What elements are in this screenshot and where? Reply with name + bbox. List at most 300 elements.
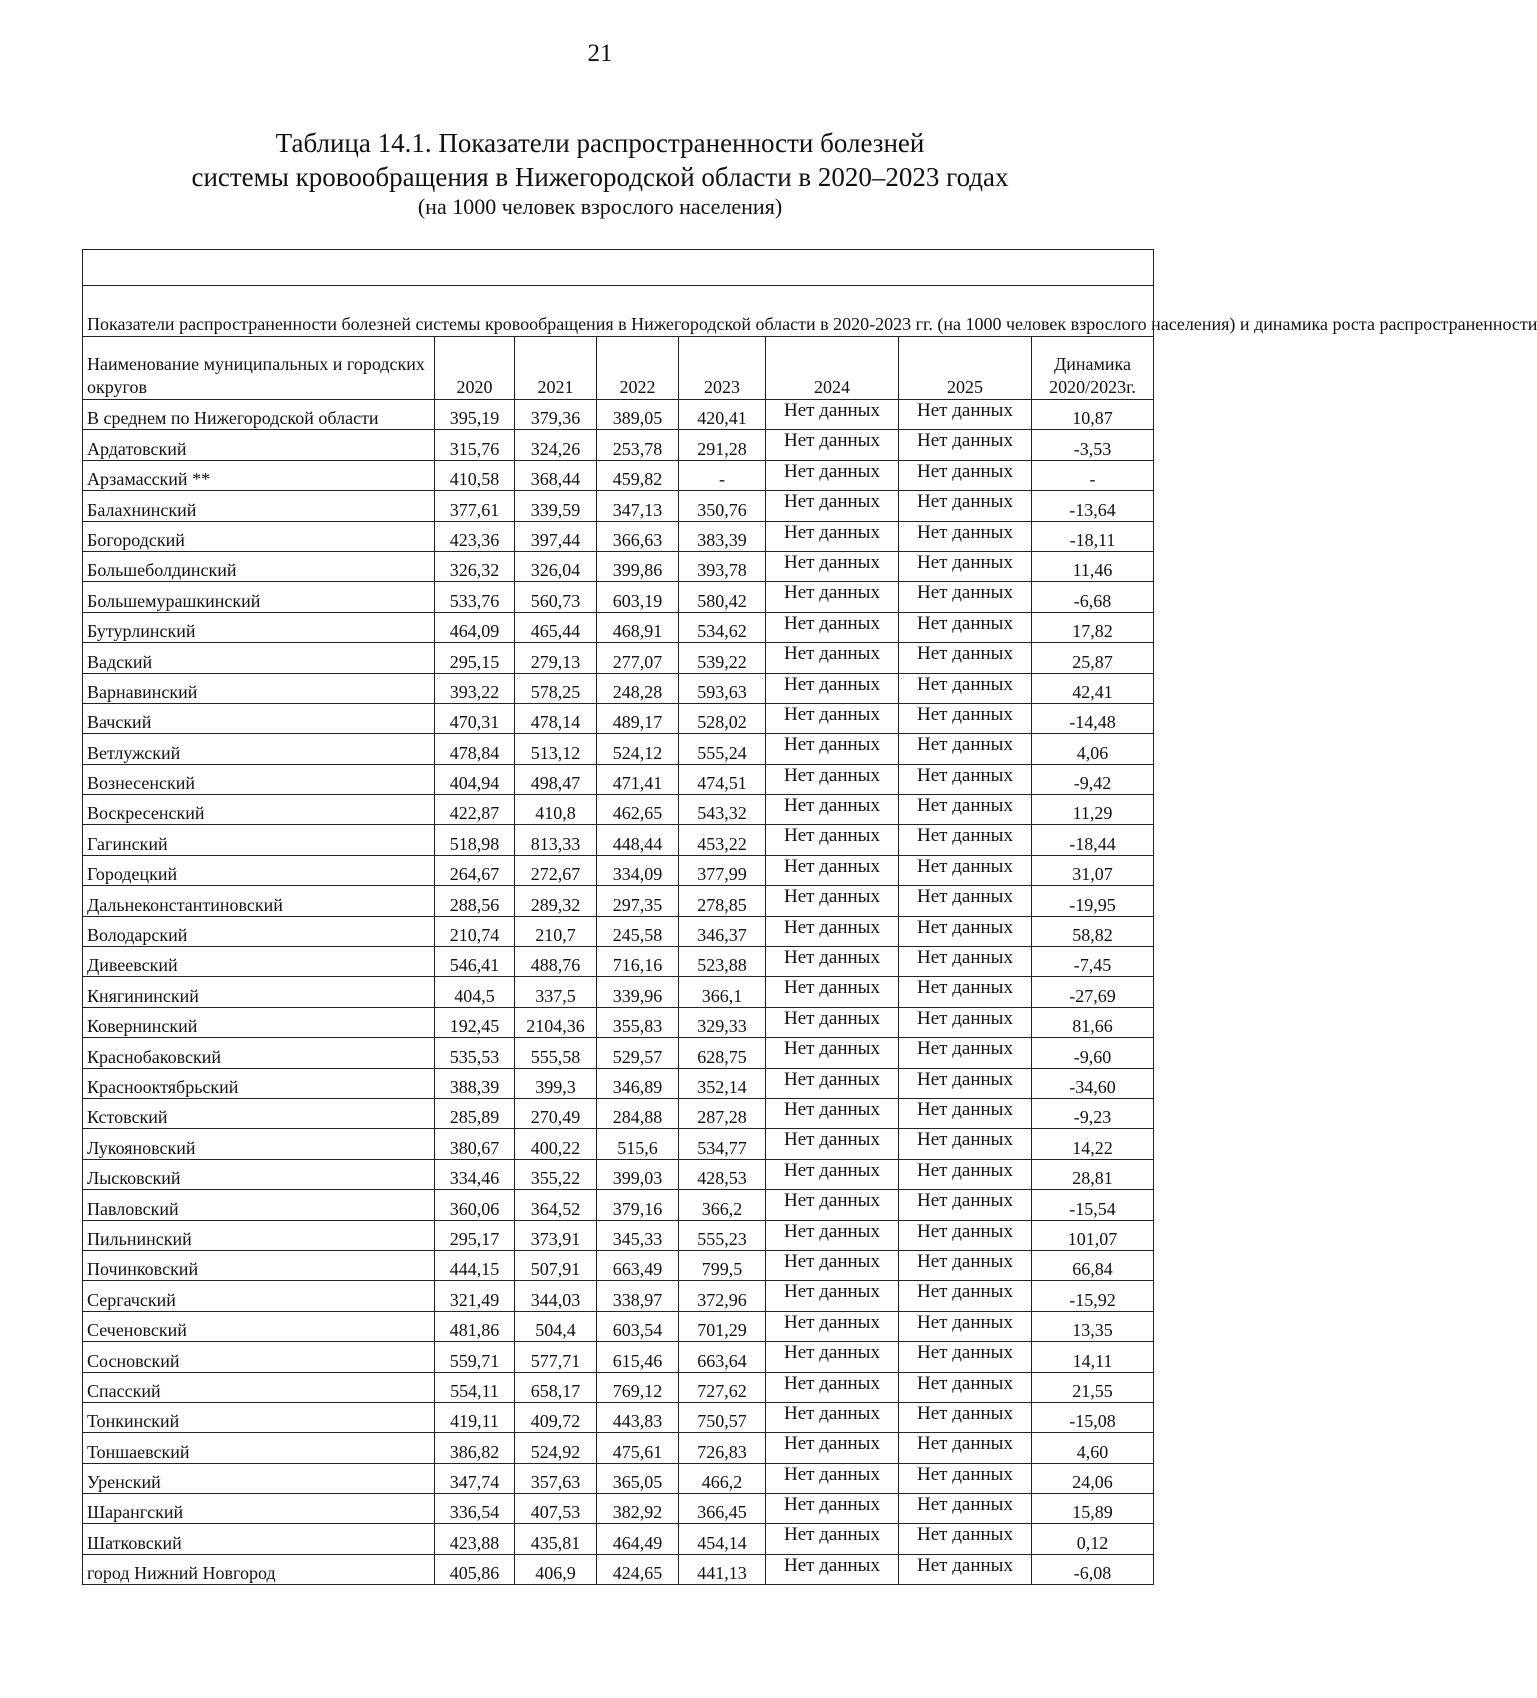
cell-2025: Нет данных [899, 703, 1032, 733]
cell-2025: Нет данных [899, 1068, 1032, 1098]
cell-2022: 379,16 [597, 1190, 679, 1220]
table-row [83, 1098, 1154, 1128]
cell-2022: 603,19 [597, 582, 679, 612]
cell-dynamics: -27,69 [1032, 977, 1154, 1007]
cell-2023: 701,29 [679, 1311, 766, 1341]
cell-2024: Нет данных [766, 947, 899, 977]
table-row [83, 612, 1154, 642]
table-row [83, 1129, 1154, 1159]
table-row [83, 764, 1154, 794]
cell-2023: 377,99 [679, 855, 766, 885]
cell-2024: Нет данных [766, 764, 899, 794]
cell-2021: 210,7 [515, 916, 597, 946]
cell-2025: Нет данных [899, 825, 1032, 855]
cell-2020: 422,87 [435, 795, 515, 825]
cell-name: Богородский [83, 521, 435, 551]
cell-2021: 337,5 [515, 977, 597, 1007]
cell-2021: 379,36 [515, 400, 597, 430]
cell-2020: 192,45 [435, 1007, 515, 1037]
cell-2020: 464,09 [435, 612, 515, 642]
cell-2020: 470,31 [435, 703, 515, 733]
table-row [83, 825, 1154, 855]
table-row [83, 1281, 1154, 1311]
cell-2020: 423,36 [435, 521, 515, 551]
cell-2023: 474,51 [679, 764, 766, 794]
cell-2025: Нет данных [899, 764, 1032, 794]
cell-2024: Нет данных [766, 1068, 899, 1098]
cell-2025: Нет данных [899, 673, 1032, 703]
cell-2022: 334,09 [597, 855, 679, 885]
cell-name: Балахнинский [83, 491, 435, 521]
cell-2025: Нет данных [899, 886, 1032, 916]
cell-dynamics: 4,06 [1032, 734, 1154, 764]
cell-2020: 315,76 [435, 430, 515, 460]
cell-2023: 799,5 [679, 1250, 766, 1280]
cell-2023: 580,42 [679, 582, 766, 612]
table-row [83, 582, 1154, 612]
cell-2024: Нет данных [766, 582, 899, 612]
cell-dynamics: -18,44 [1032, 825, 1154, 855]
cell-dynamics: 101,07 [1032, 1220, 1154, 1250]
cell-2022: 424,65 [597, 1554, 679, 1584]
table-row [83, 643, 1154, 673]
cell-2020: 295,15 [435, 643, 515, 673]
table-row [83, 1494, 1154, 1524]
cell-2023: 372,96 [679, 1281, 766, 1311]
cell-2023: 346,37 [679, 916, 766, 946]
cell-dynamics: -19,95 [1032, 886, 1154, 916]
table-row [83, 1068, 1154, 1098]
cell-2025: Нет данных [899, 460, 1032, 490]
cell-2024: Нет данных [766, 795, 899, 825]
cell-2023: 727,62 [679, 1372, 766, 1402]
cell-2021: 344,03 [515, 1281, 597, 1311]
cell-2022: 769,12 [597, 1372, 679, 1402]
cell-2023: 555,23 [679, 1220, 766, 1250]
cell-2025: Нет данных [899, 521, 1032, 551]
table-row [83, 1524, 1154, 1554]
cell-2021: 397,44 [515, 521, 597, 551]
cell-2021: 813,33 [515, 825, 597, 855]
cell-2022: 716,16 [597, 947, 679, 977]
cell-2022: 365,05 [597, 1463, 679, 1493]
table-row [83, 491, 1154, 521]
cell-name: Уренский [83, 1463, 435, 1493]
cell-2021: 355,22 [515, 1159, 597, 1189]
cell-2024: Нет данных [766, 1342, 899, 1372]
cell-2025: Нет данных [899, 947, 1032, 977]
cell-name: Ардатовский [83, 430, 435, 460]
cell-2024: Нет данных [766, 1220, 899, 1250]
cell-2023: 453,22 [679, 825, 766, 855]
cell-2024: Нет данных [766, 1098, 899, 1128]
cell-2025: Нет данных [899, 1342, 1032, 1372]
cell-2022: 346,89 [597, 1068, 679, 1098]
cell-2023: 420,41 [679, 400, 766, 430]
cell-2022: 345,33 [597, 1220, 679, 1250]
table-row [83, 947, 1154, 977]
cell-2020: 334,46 [435, 1159, 515, 1189]
cell-2025: Нет данных [899, 1281, 1032, 1311]
cell-2022: 475,61 [597, 1433, 679, 1463]
cell-name: Тоншаевский [83, 1433, 435, 1463]
header-2020: 2020 [435, 337, 515, 400]
cell-2023: 750,57 [679, 1402, 766, 1432]
cell-2020: 559,71 [435, 1342, 515, 1372]
table-top-spacer [83, 250, 1154, 286]
cell-2022: 339,96 [597, 977, 679, 1007]
cell-2024: Нет данных [766, 1554, 899, 1584]
cell-2023: 539,22 [679, 643, 766, 673]
cell-dynamics: 11,46 [1032, 551, 1154, 581]
cell-2023: 352,14 [679, 1068, 766, 1098]
cell-dynamics: 25,87 [1032, 643, 1154, 673]
cell-name: Лысковский [83, 1159, 435, 1189]
table-row [83, 703, 1154, 733]
cell-2025: Нет данных [899, 977, 1032, 1007]
cell-2025: Нет данных [899, 1524, 1032, 1554]
table-row [83, 977, 1154, 1007]
cell-2023: 350,76 [679, 491, 766, 521]
cell-2022: 297,35 [597, 886, 679, 916]
cell-2025: Нет данных [899, 491, 1032, 521]
table-row [83, 460, 1154, 490]
cell-2024: Нет данных [766, 521, 899, 551]
cell-2025: Нет данных [899, 1311, 1032, 1341]
cell-2022: 524,12 [597, 734, 679, 764]
cell-2025: Нет данных [899, 1190, 1032, 1220]
cell-2023: 366,1 [679, 977, 766, 1007]
cell-2023: 466,2 [679, 1463, 766, 1493]
cell-2025: Нет данных [899, 430, 1032, 460]
cell-2020: 285,89 [435, 1098, 515, 1128]
cell-2020: 377,61 [435, 491, 515, 521]
table-row [83, 1372, 1154, 1402]
cell-2023: 543,32 [679, 795, 766, 825]
header-2025: 2025 [899, 337, 1032, 400]
cell-2024: Нет данных [766, 1159, 899, 1189]
cell-2024: Нет данных [766, 886, 899, 916]
cell-2021: 578,25 [515, 673, 597, 703]
cell-2020: 546,41 [435, 947, 515, 977]
table-row [83, 430, 1154, 460]
cell-2022: 459,82 [597, 460, 679, 490]
cell-name: Шарангский [83, 1494, 435, 1524]
cell-dynamics: 81,66 [1032, 1007, 1154, 1037]
cell-2021: 524,92 [515, 1433, 597, 1463]
table-row [83, 1250, 1154, 1280]
cell-2021: 409,72 [515, 1402, 597, 1432]
cell-dynamics: - [1032, 460, 1154, 490]
cell-dynamics: -9,42 [1032, 764, 1154, 794]
cell-2020: 321,49 [435, 1281, 515, 1311]
cell-2023: 329,33 [679, 1007, 766, 1037]
cell-2022: 464,49 [597, 1524, 679, 1554]
cell-2020: 535,53 [435, 1038, 515, 1068]
cell-2021: 658,17 [515, 1372, 597, 1402]
cell-2021: 504,4 [515, 1311, 597, 1341]
cell-2020: 380,67 [435, 1129, 515, 1159]
cell-dynamics: -6,08 [1032, 1554, 1154, 1584]
cell-2022: 338,97 [597, 1281, 679, 1311]
cell-2024: Нет данных [766, 612, 899, 642]
table-title-line-1: Таблица 14.1. Показатели распространенности болезней [275, 128, 925, 158]
cell-dynamics: 14,22 [1032, 1129, 1154, 1159]
cell-2023: 534,77 [679, 1129, 766, 1159]
table-caption: Показатели распространенности болезней системы кровообращения в Нижегородской области в 2020-2023 гг. (на 1000 человек взрослого населения) и динамика роста распространенности [83, 286, 1154, 337]
cell-2022: 515,6 [597, 1129, 679, 1159]
cell-dynamics: 14,11 [1032, 1342, 1154, 1372]
header-dynamics: Динамика 2020/2023г. [1032, 337, 1154, 400]
cell-2020: 410,58 [435, 460, 515, 490]
cell-2024: Нет данных [766, 1038, 899, 1068]
cell-2022: 663,49 [597, 1250, 679, 1280]
cell-2022: 529,57 [597, 1038, 679, 1068]
cell-2020: 404,5 [435, 977, 515, 1007]
cell-2021: 364,52 [515, 1190, 597, 1220]
cell-name: Шатковский [83, 1524, 435, 1554]
cell-2021: 513,12 [515, 734, 597, 764]
cell-2021: 465,44 [515, 612, 597, 642]
table-body [83, 400, 1154, 1585]
cell-name: Большемурашкинский [83, 582, 435, 612]
cell-2025: Нет данных [899, 1038, 1032, 1068]
cell-2024: Нет данных [766, 460, 899, 490]
cell-2025: Нет данных [899, 1007, 1032, 1037]
cell-dynamics: 11,29 [1032, 795, 1154, 825]
cell-2022: 399,03 [597, 1159, 679, 1189]
cell-name: Сергачский [83, 1281, 435, 1311]
cell-2023: - [679, 460, 766, 490]
cell-2020: 405,86 [435, 1554, 515, 1584]
cell-2025: Нет данных [899, 1554, 1032, 1584]
cell-name: Спасский [83, 1372, 435, 1402]
cell-2022: 462,65 [597, 795, 679, 825]
cell-2025: Нет данных [899, 551, 1032, 581]
cell-2021: 410,8 [515, 795, 597, 825]
cell-2022: 448,44 [597, 825, 679, 855]
cell-name: Ветлужский [83, 734, 435, 764]
cell-2020: 395,19 [435, 400, 515, 430]
cell-2022: 248,28 [597, 673, 679, 703]
cell-2022: 468,91 [597, 612, 679, 642]
cell-2020: 210,74 [435, 916, 515, 946]
cell-name: Кстовский [83, 1098, 435, 1128]
cell-dynamics: 24,06 [1032, 1463, 1154, 1493]
cell-2025: Нет данных [899, 1494, 1032, 1524]
cell-2025: Нет данных [899, 643, 1032, 673]
cell-2023: 523,88 [679, 947, 766, 977]
cell-2022: 253,78 [597, 430, 679, 460]
cell-2020: 423,88 [435, 1524, 515, 1554]
cell-2020: 336,54 [435, 1494, 515, 1524]
cell-2020: 288,56 [435, 886, 515, 916]
cell-2021: 498,47 [515, 764, 597, 794]
cell-dynamics: -18,11 [1032, 521, 1154, 551]
table-row [83, 673, 1154, 703]
cell-2022: 355,83 [597, 1007, 679, 1037]
cell-dynamics: -15,54 [1032, 1190, 1154, 1220]
cell-2022: 245,58 [597, 916, 679, 946]
cell-2020: 295,17 [435, 1220, 515, 1250]
cell-2024: Нет данных [766, 1463, 899, 1493]
cell-2024: Нет данных [766, 551, 899, 581]
cell-2025: Нет данных [899, 1402, 1032, 1432]
cell-name: Варнавинский [83, 673, 435, 703]
cell-2023: 428,53 [679, 1159, 766, 1189]
cell-2022: 277,07 [597, 643, 679, 673]
cell-2024: Нет данных [766, 1311, 899, 1341]
table-subtitle: (на 1000 человек взрослого населения) [417, 194, 783, 219]
cell-dynamics: 66,84 [1032, 1250, 1154, 1280]
cell-2024: Нет данных [766, 1250, 899, 1280]
cell-2021: 279,13 [515, 643, 597, 673]
cell-dynamics: 4,60 [1032, 1433, 1154, 1463]
cell-2025: Нет данных [899, 612, 1032, 642]
table-row [83, 1190, 1154, 1220]
cell-2021: 400,22 [515, 1129, 597, 1159]
cell-name: Починковский [83, 1250, 435, 1280]
cell-2021: 478,14 [515, 703, 597, 733]
cell-name: Павловский [83, 1190, 435, 1220]
table-row [83, 1007, 1154, 1037]
cell-2020: 554,11 [435, 1372, 515, 1402]
cell-2020: 264,67 [435, 855, 515, 885]
table-row [83, 916, 1154, 946]
cell-name: Володарский [83, 916, 435, 946]
cell-2024: Нет данных [766, 643, 899, 673]
cell-2024: Нет данных [766, 1372, 899, 1402]
table-row [83, 1402, 1154, 1432]
cell-2024: Нет данных [766, 916, 899, 946]
cell-2020: 404,94 [435, 764, 515, 794]
cell-name: Сеченовский [83, 1311, 435, 1341]
table-row [83, 1038, 1154, 1068]
cell-2023: 366,45 [679, 1494, 766, 1524]
cell-2023: 555,24 [679, 734, 766, 764]
cell-2024: Нет данных [766, 1190, 899, 1220]
cell-dynamics: -15,92 [1032, 1281, 1154, 1311]
cell-2023: 287,28 [679, 1098, 766, 1128]
cell-2025: Нет данных [899, 1372, 1032, 1402]
cell-2020: 388,39 [435, 1068, 515, 1098]
cell-2025: Нет данных [899, 1129, 1032, 1159]
cell-2024: Нет данных [766, 734, 899, 764]
cell-2023: 454,14 [679, 1524, 766, 1554]
cell-2023: 528,02 [679, 703, 766, 733]
cell-2024: Нет данных [766, 1129, 899, 1159]
cell-2024: Нет данных [766, 673, 899, 703]
cell-2025: Нет данных [899, 1159, 1032, 1189]
cell-2024: Нет данных [766, 430, 899, 460]
cell-2020: 478,84 [435, 734, 515, 764]
cell-name: Княгининский [83, 977, 435, 1007]
cell-name: Краснооктябрьский [83, 1068, 435, 1098]
cell-2022: 366,63 [597, 521, 679, 551]
cell-dynamics: -9,60 [1032, 1038, 1154, 1068]
cell-2022: 389,05 [597, 400, 679, 430]
cell-2025: Нет данных [899, 1250, 1032, 1280]
cell-name: Дальнеконстантиновский [83, 886, 435, 916]
cell-name: Краснобаковский [83, 1038, 435, 1068]
table-row [83, 1342, 1154, 1372]
cell-dynamics: 31,07 [1032, 855, 1154, 885]
cell-name: Воскресенский [83, 795, 435, 825]
cell-2025: Нет данных [899, 795, 1032, 825]
cell-name: Тонкинский [83, 1402, 435, 1432]
cell-name: город Нижний Новгород [83, 1554, 435, 1584]
cell-2020: 393,22 [435, 673, 515, 703]
cell-dynamics: -15,08 [1032, 1402, 1154, 1432]
cell-2025: Нет данных [899, 400, 1032, 430]
table-row [83, 551, 1154, 581]
cell-name: Пильнинский [83, 1220, 435, 1250]
cell-2024: Нет данных [766, 855, 899, 885]
cell-2023: 663,64 [679, 1342, 766, 1372]
table-title-block [0, 126, 1200, 220]
table-row [83, 1554, 1154, 1584]
header-2022: 2022 [597, 337, 679, 400]
cell-dynamics: -9,23 [1032, 1098, 1154, 1128]
cell-2025: Нет данных [899, 1220, 1032, 1250]
cell-2022: 471,41 [597, 764, 679, 794]
cell-2021: 435,81 [515, 1524, 597, 1554]
table-row [83, 855, 1154, 885]
cell-name: Городецкий [83, 855, 435, 885]
cell-2021: 272,67 [515, 855, 597, 885]
cell-name: Сосновский [83, 1342, 435, 1372]
cell-2020: 518,98 [435, 825, 515, 855]
table-row [83, 1463, 1154, 1493]
cell-2020: 444,15 [435, 1250, 515, 1280]
cell-2021: 507,91 [515, 1250, 597, 1280]
cell-2020: 533,76 [435, 582, 515, 612]
table-row [83, 1433, 1154, 1463]
cell-name: Вознесенский [83, 764, 435, 794]
cell-name: Ковернинский [83, 1007, 435, 1037]
cell-2020: 419,11 [435, 1402, 515, 1432]
cell-2025: Нет данных [899, 1463, 1032, 1493]
header-2024: 2024 [766, 337, 899, 400]
table-caption-row [83, 286, 1154, 337]
cell-2023: 628,75 [679, 1038, 766, 1068]
cell-2021: 373,91 [515, 1220, 597, 1250]
cell-2021: 2104,36 [515, 1007, 597, 1037]
cell-2021: 488,76 [515, 947, 597, 977]
prevalence-table [82, 249, 1537, 1585]
cell-2024: Нет данных [766, 1007, 899, 1037]
cell-dynamics: 10,87 [1032, 400, 1154, 430]
cell-2021: 368,44 [515, 460, 597, 490]
header-2021: 2021 [515, 337, 597, 400]
cell-2023: 726,83 [679, 1433, 766, 1463]
cell-2022: 603,54 [597, 1311, 679, 1341]
cell-dynamics: -3,53 [1032, 430, 1154, 460]
cell-2021: 324,26 [515, 430, 597, 460]
cell-2023: 291,28 [679, 430, 766, 460]
cell-dynamics: 17,82 [1032, 612, 1154, 642]
header-name: Наименование муниципальных и городских округов [83, 337, 435, 400]
cell-dynamics: 13,35 [1032, 1311, 1154, 1341]
cell-2025: Нет данных [899, 734, 1032, 764]
header-2023: 2023 [679, 337, 766, 400]
cell-name: Дивеевский [83, 947, 435, 977]
table-row [83, 400, 1154, 430]
cell-dynamics: -14,48 [1032, 703, 1154, 733]
cell-dynamics: -6,68 [1032, 582, 1154, 612]
cell-dynamics: 21,55 [1032, 1372, 1154, 1402]
cell-2020: 360,06 [435, 1190, 515, 1220]
